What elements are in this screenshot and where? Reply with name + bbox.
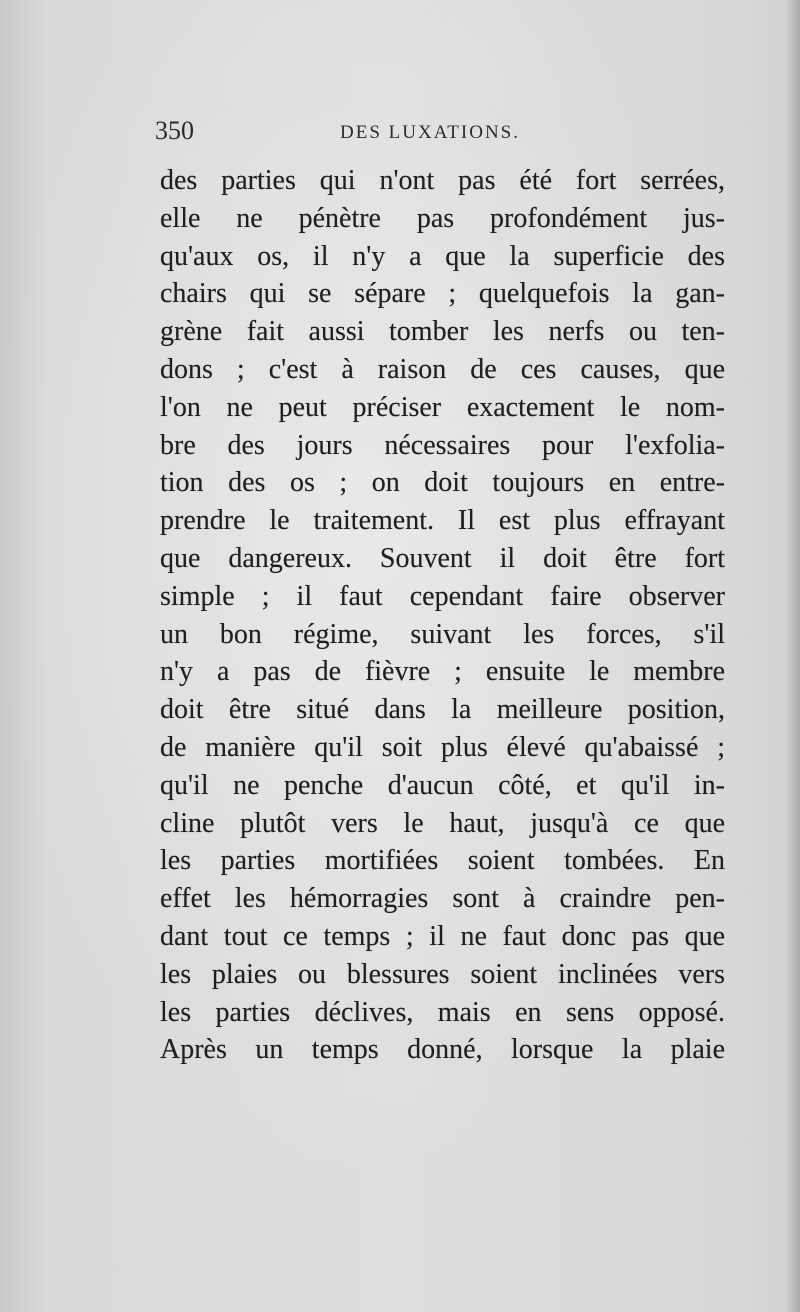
text-line: bre des jours nécessaires pour l'exfolia- bbox=[160, 429, 725, 461]
running-head: DES LUXATIONS. bbox=[340, 122, 520, 143]
text-line: simple ; il faut cependant faire observer bbox=[160, 580, 725, 612]
page-number: 350 bbox=[155, 116, 194, 145]
text-line: tion des os ; on doit toujours en entre- bbox=[160, 467, 725, 499]
text-line: l'on ne peut préciser exactement le nom- bbox=[160, 391, 725, 423]
text-line: chairs qui se sépare ; quelquefois la gan- bbox=[160, 278, 725, 310]
text-line: n'y a pas de fièvre ; ensuite le membre bbox=[160, 656, 725, 688]
text-line: des parties qui n'ont pas été fort serrées, bbox=[160, 165, 725, 196]
text-line: grène fait aussi tomber les nerfs ou ten- bbox=[160, 316, 725, 348]
text-line: cline plutôt vers le haut, jusqu'à ce que bbox=[160, 807, 725, 839]
text-line: un bon régime, suivant les forces, s'il bbox=[160, 618, 725, 650]
text-line: les parties mortifiées soient tombées. En bbox=[160, 845, 725, 877]
body-text bbox=[160, 162, 725, 1069]
text-line: Après un temps donné, lorsque la plaie bbox=[160, 1034, 725, 1066]
text-line: dant tout ce temps ; il ne faut donc pas que bbox=[160, 920, 725, 952]
text-line: les parties déclives, mais en sens opposé. bbox=[160, 996, 725, 1028]
page-header bbox=[155, 116, 725, 152]
text-line: qu'il ne penche d'aucun côté, et qu'il in- bbox=[160, 769, 725, 801]
text-line: qu'aux os, il n'y a que la superficie des bbox=[160, 240, 725, 272]
page-gutter-shadow bbox=[786, 0, 800, 1312]
text-line: de manière qu'il soit plus élevé qu'abaissé ; bbox=[160, 731, 725, 763]
text-line: que dangereux. Souvent il doit être fort bbox=[160, 542, 725, 574]
text-line: elle ne pénètre pas profondément jus- bbox=[160, 202, 725, 234]
text-line: doit être situé dans la meilleure position, bbox=[160, 694, 725, 726]
text-line: effet les hémorragies sont à craindre pen- bbox=[160, 883, 725, 915]
text-line: dons ; c'est à raison de ces causes, que bbox=[160, 353, 725, 385]
text-line: prendre le traitement. Il est plus effrayant bbox=[160, 505, 725, 537]
text-line: les plaies ou blessures soient inclinées vers bbox=[160, 958, 725, 990]
